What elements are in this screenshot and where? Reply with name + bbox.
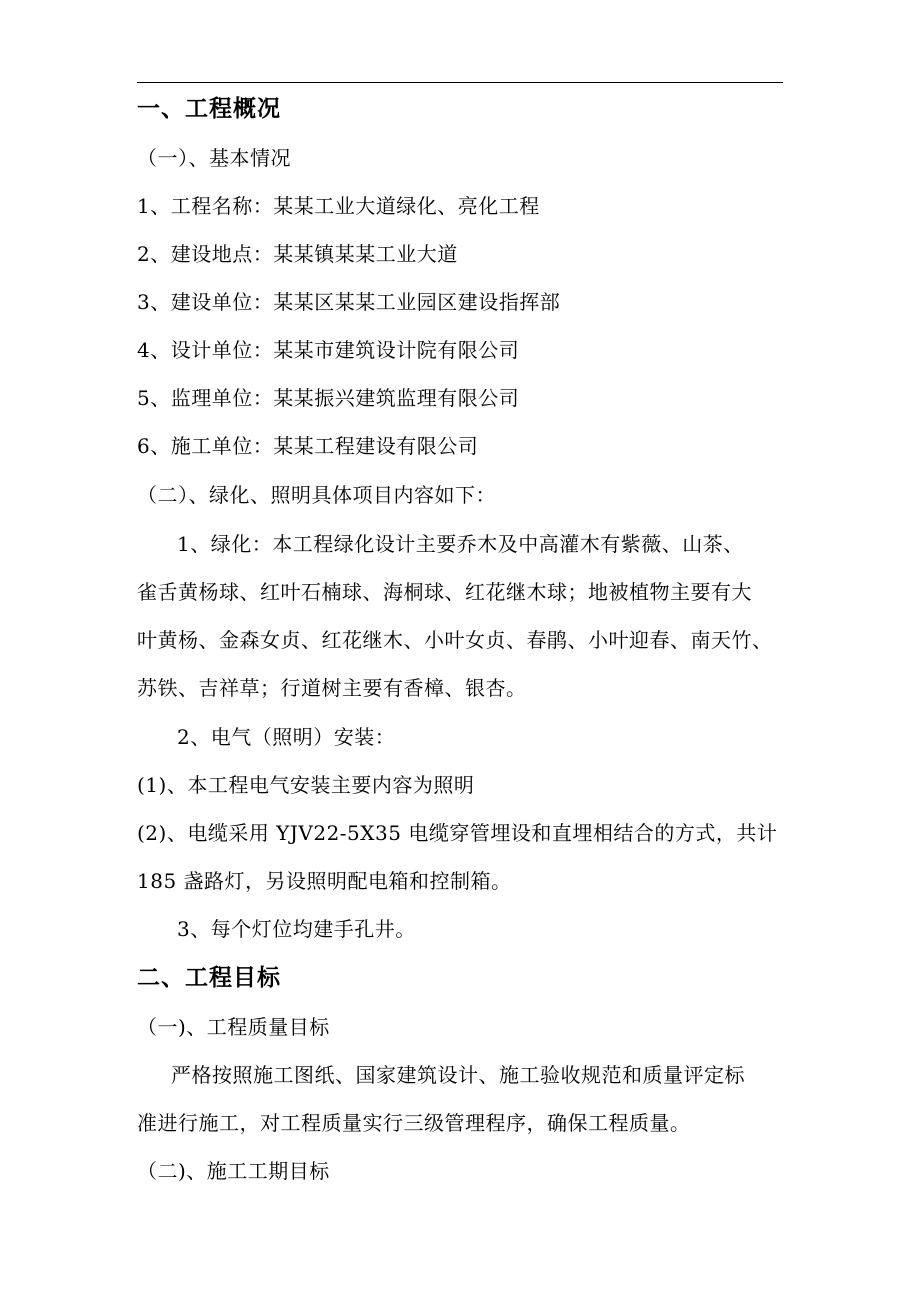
section1-heading: 一、工程概况	[137, 96, 281, 122]
electrical-heading: 2、电气（照明）安装：	[177, 725, 396, 749]
basic-info-heading: （一）、基本情况	[137, 146, 291, 170]
quality-heading: （一)、工程质量目标	[137, 1015, 330, 1039]
construction-unit: 3、建设单位：某某区某某工业园区建设指挥部	[137, 290, 561, 314]
quality-line-1: 严格按照施工图纸、国家建筑设计、施工验收规范和质量评定标	[171, 1063, 745, 1087]
electrical-item-2-line-2: 185 盏路灯，另设照明配电箱和控制箱。	[137, 869, 512, 893]
greening-line-1: 1、绿化：本工程绿化设计主要乔木及中高灌木有紫薇、山茶、	[177, 532, 744, 556]
electrical-item-2-line-1: (2)、电缆采用 YJV22-5X35 电缆穿管埋设和直埋相结合的方式，共计	[137, 821, 778, 845]
header-rule	[137, 82, 783, 83]
builder-unit: 6、施工单位：某某工程建设有限公司	[137, 434, 479, 458]
greening-line-4: 苏铁、吉祥草；行道树主要有香樟、银杏。	[137, 676, 527, 700]
greening-line-3: 叶黄杨、金森女贞、红花继木、小叶女贞、春鹃、小叶迎春、南天竹、	[137, 628, 773, 652]
supervision-unit: 5、监理单位：某某振兴建筑监理有限公司	[137, 386, 520, 410]
schedule-heading: （二)、施工工期目标	[137, 1159, 330, 1183]
design-unit: 4、设计单位：某某市建筑设计院有限公司	[137, 338, 520, 362]
construction-site: 2、建设地点：某某镇某某工业大道	[137, 242, 458, 266]
project-content-heading: （二）、绿化、照明具体项目内容如下：	[137, 483, 496, 507]
handhole-item: 3、每个灯位均建手孔井。	[177, 917, 416, 941]
greening-line-2: 雀舌黄杨球、红叶石楠球、海桐球、红花继木球；地被植物主要有大	[137, 580, 752, 604]
project-name: 1、工程名称：某某工业大道绿化、亮化工程	[137, 194, 540, 218]
section2-heading: 二、工程目标	[137, 965, 281, 991]
electrical-item-1: (1)、本工程电气安装主要内容为照明	[137, 773, 475, 797]
quality-line-2: 准进行施工，对工程质量实行三级管理程序，确保工程质量。	[137, 1111, 691, 1135]
